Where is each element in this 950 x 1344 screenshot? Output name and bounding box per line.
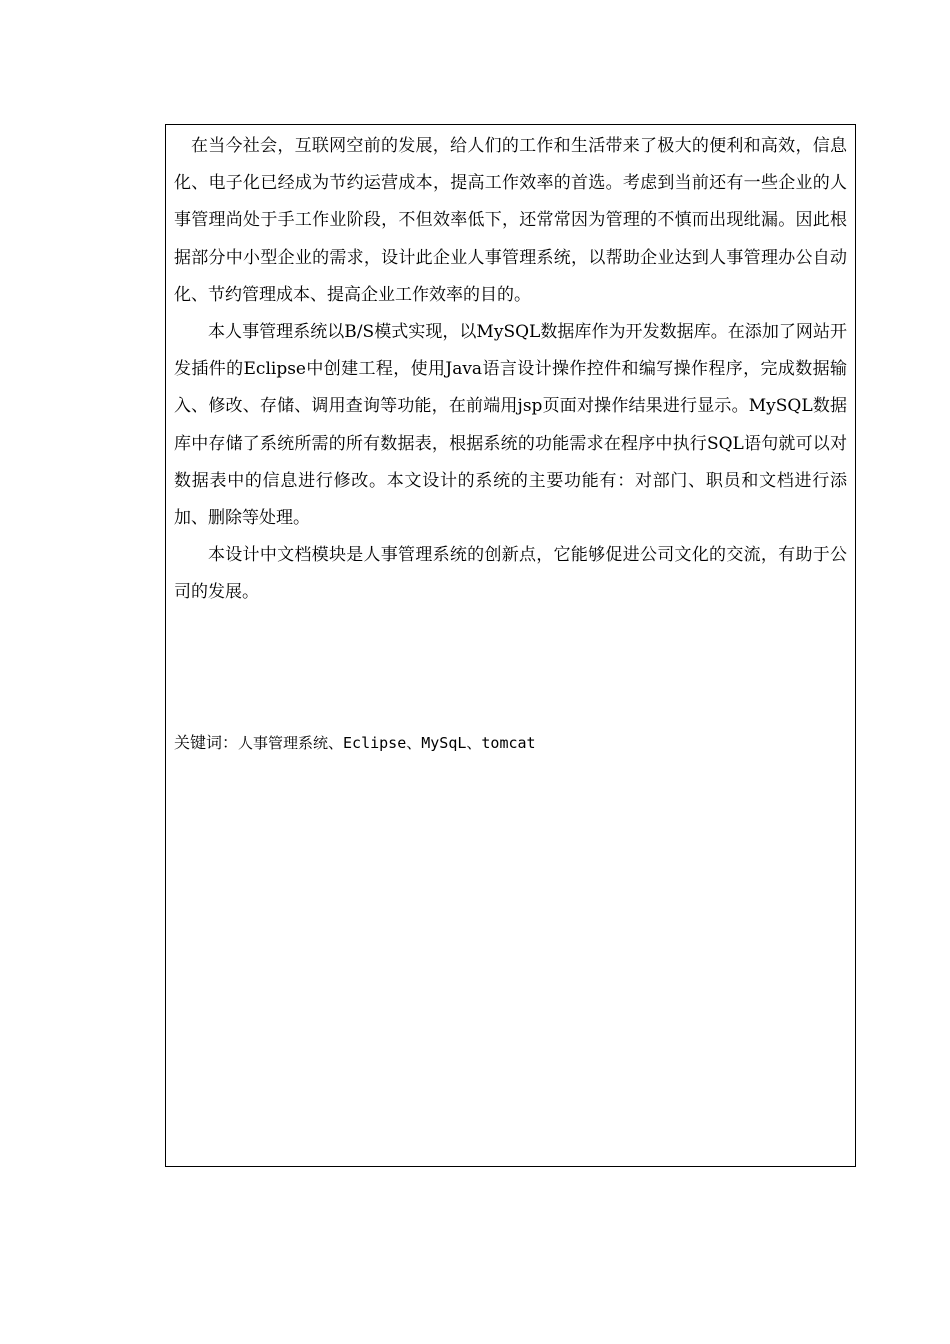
abstract-paragraph-2: 本人事管理系统以B/S模式实现，以MySQL数据库作为开发数据库。在添加了网站开发插件的Eclipse中创建工程，使用Java语言设计操作控件和编写操作程序，完成数据输入、修改、存储、调用查询等功能，在前端用jsp页面对操作结果进行显示。MySQL数据库中存储了系统所需的所有数据表，根据系统的功能需求在程序中执行SQL语句就可以对数据表中的信息进行修改。本文设计的系统的主要功能有：对部门、职员和文档进行添加、删除等处理。 (174, 322, 847, 529)
keywords-label: 关键词： (174, 733, 239, 752)
abstract-paragraph-3: 本设计中文档模块是人事管理系统的创新点，它能够促进公司文化的交流，有助于公司的发展。 (174, 545, 847, 603)
abstract-box (165, 124, 856, 1167)
abstract-body (174, 128, 847, 612)
keywords-values: 人事管理系统、Eclipse、MySqL、tomcat (238, 734, 536, 752)
keywords-line (174, 729, 536, 757)
abstract-paragraph-1: 在当今社会，互联网空前的发展，给人们的工作和生活带来了极大的便利和高效，信息化、电子化已经成为节约运营成本，提高工作效率的首选。考虑到当前还有一些企业的人事管理尚处于手工作业阶段，不但效率低下，还常常因为管理的不慎而出现纰漏。因此根据部分中小型企业的需求，设计此企业人事管理系统，以帮助企业达到人事管理办公自动化、节约管理成本、提高企业工作效率的目的。 (174, 136, 847, 305)
